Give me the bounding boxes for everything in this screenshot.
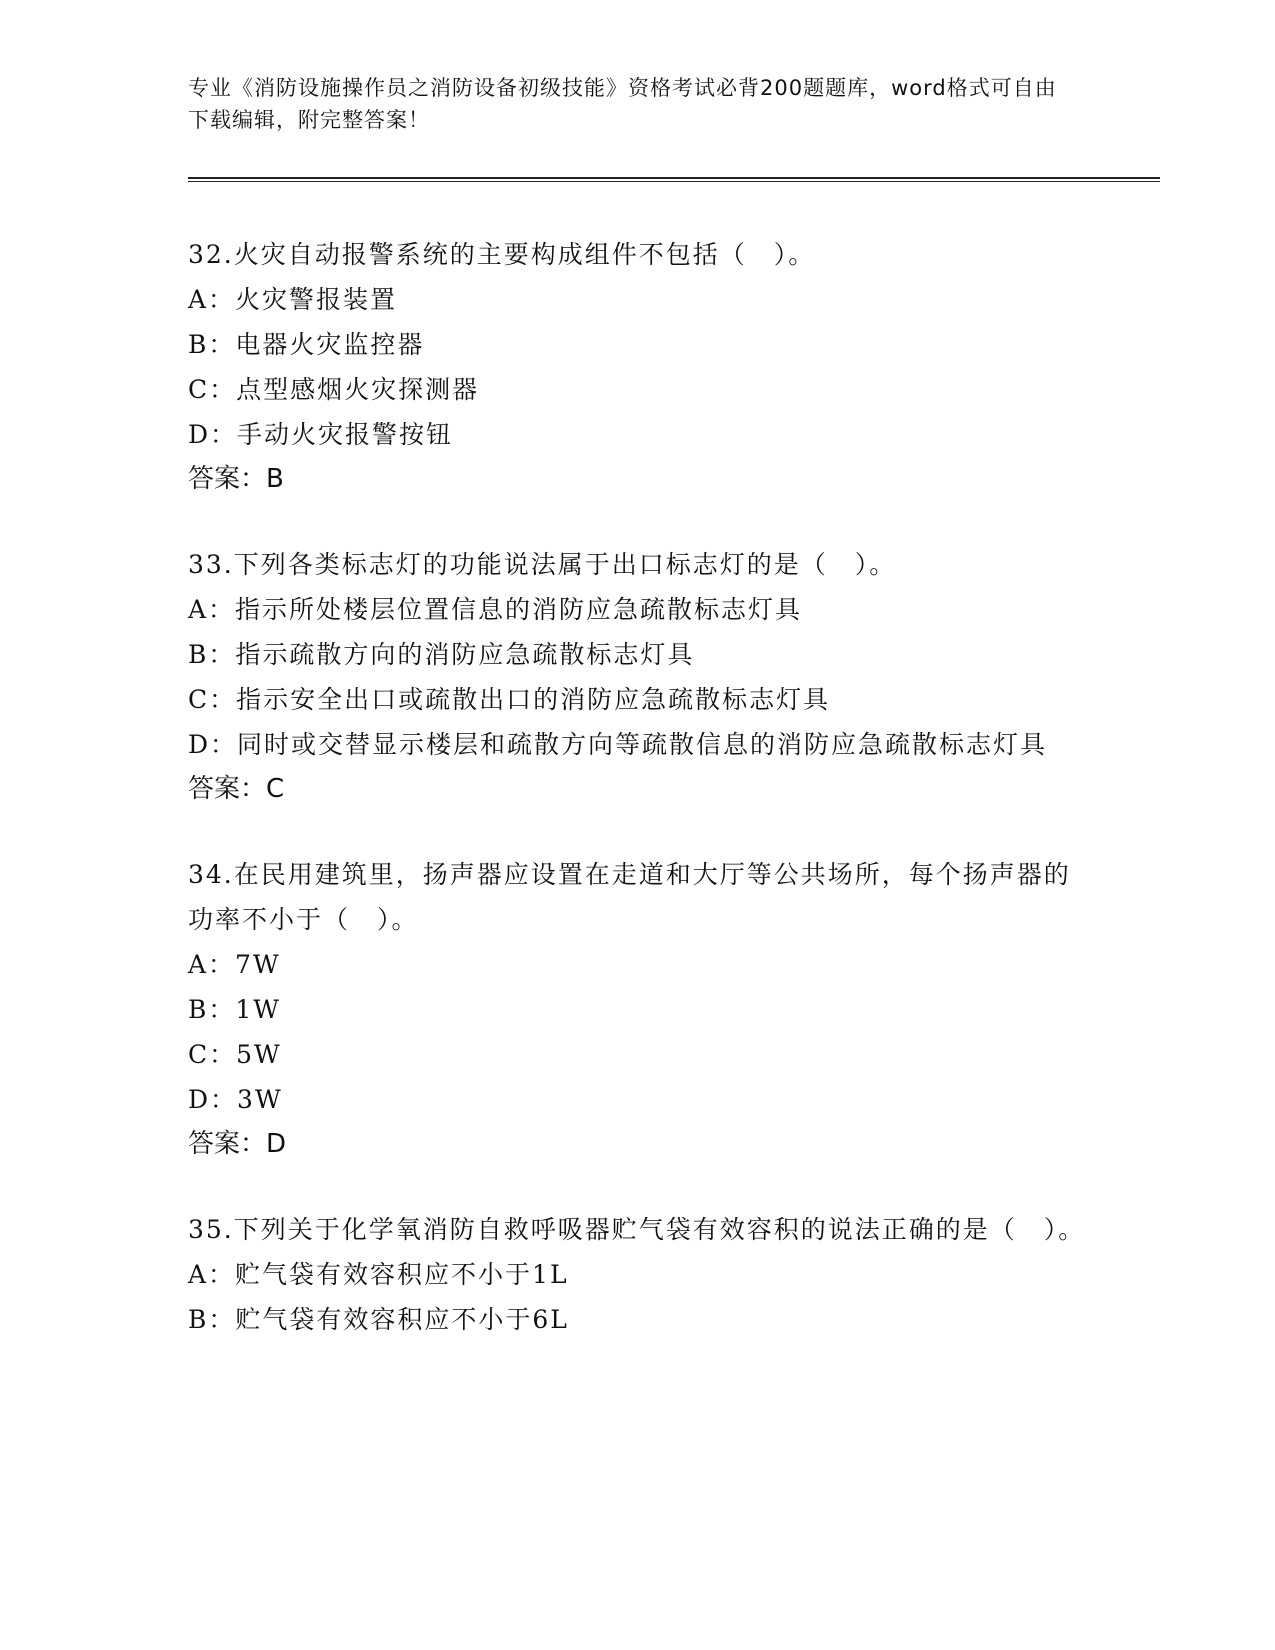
option-d: D：3W: [188, 1085, 283, 1114]
question-list: [188, 232, 1088, 1382]
option-a: A：火灾警报装置: [188, 285, 398, 314]
option-b: B：1W: [188, 995, 281, 1024]
option-a: A：贮气袋有效容积应不小于1L: [188, 1260, 569, 1289]
option-d: D：同时或交替显示楼层和疏散方向等疏散信息的消防应急疏散标志灯具: [188, 730, 1048, 759]
question-33: [188, 542, 1088, 812]
question-32: [188, 232, 1088, 502]
document-header: 专业《消防设施操作员之消防设备初级技能》资格考试必背200题题库，word格式可自由下载编辑，附完整答案！: [188, 76, 1057, 132]
option-a: A：指示所处楼层位置信息的消防应急疏散标志灯具: [188, 595, 803, 624]
question-text: 33.下列各类标志灯的功能说法属于出口标志灯的是（ ）。: [188, 550, 897, 579]
option-a: A：7W: [188, 950, 281, 979]
question-text: 35.下列关于化学氧消防自救呼吸器贮气袋有效容积的说法正确的是（ ）。: [188, 1215, 1086, 1244]
question-34: [188, 852, 1088, 1167]
answer-label: 答案：D: [188, 1129, 287, 1159]
answer-label: 答案：B: [188, 464, 284, 494]
option-b: B：电器火灾监控器: [188, 330, 425, 359]
option-c: C：点型感烟火灾探测器: [188, 375, 480, 404]
question-text: 32.火灾自动报警系统的主要构成组件不包括（ ）。: [188, 240, 816, 269]
option-b: B：指示疏散方向的消防应急疏散标志灯具: [188, 640, 695, 669]
option-c: C：5W: [188, 1040, 282, 1069]
option-c: C：指示安全出口或疏散出口的消防应急疏散标志灯具: [188, 685, 831, 714]
option-d: D：手动火灾报警按钮: [188, 420, 454, 449]
option-b: B：贮气袋有效容积应不小于6L: [188, 1305, 569, 1334]
header-divider: [188, 177, 1160, 182]
question-35: [188, 1207, 1088, 1342]
answer-label: 答案：C: [188, 774, 285, 804]
question-text: 34.在民用建筑里，扬声器应设置在走道和大厅等公共场所，每个扬声器的功率不小于（ ）。: [188, 860, 1071, 934]
